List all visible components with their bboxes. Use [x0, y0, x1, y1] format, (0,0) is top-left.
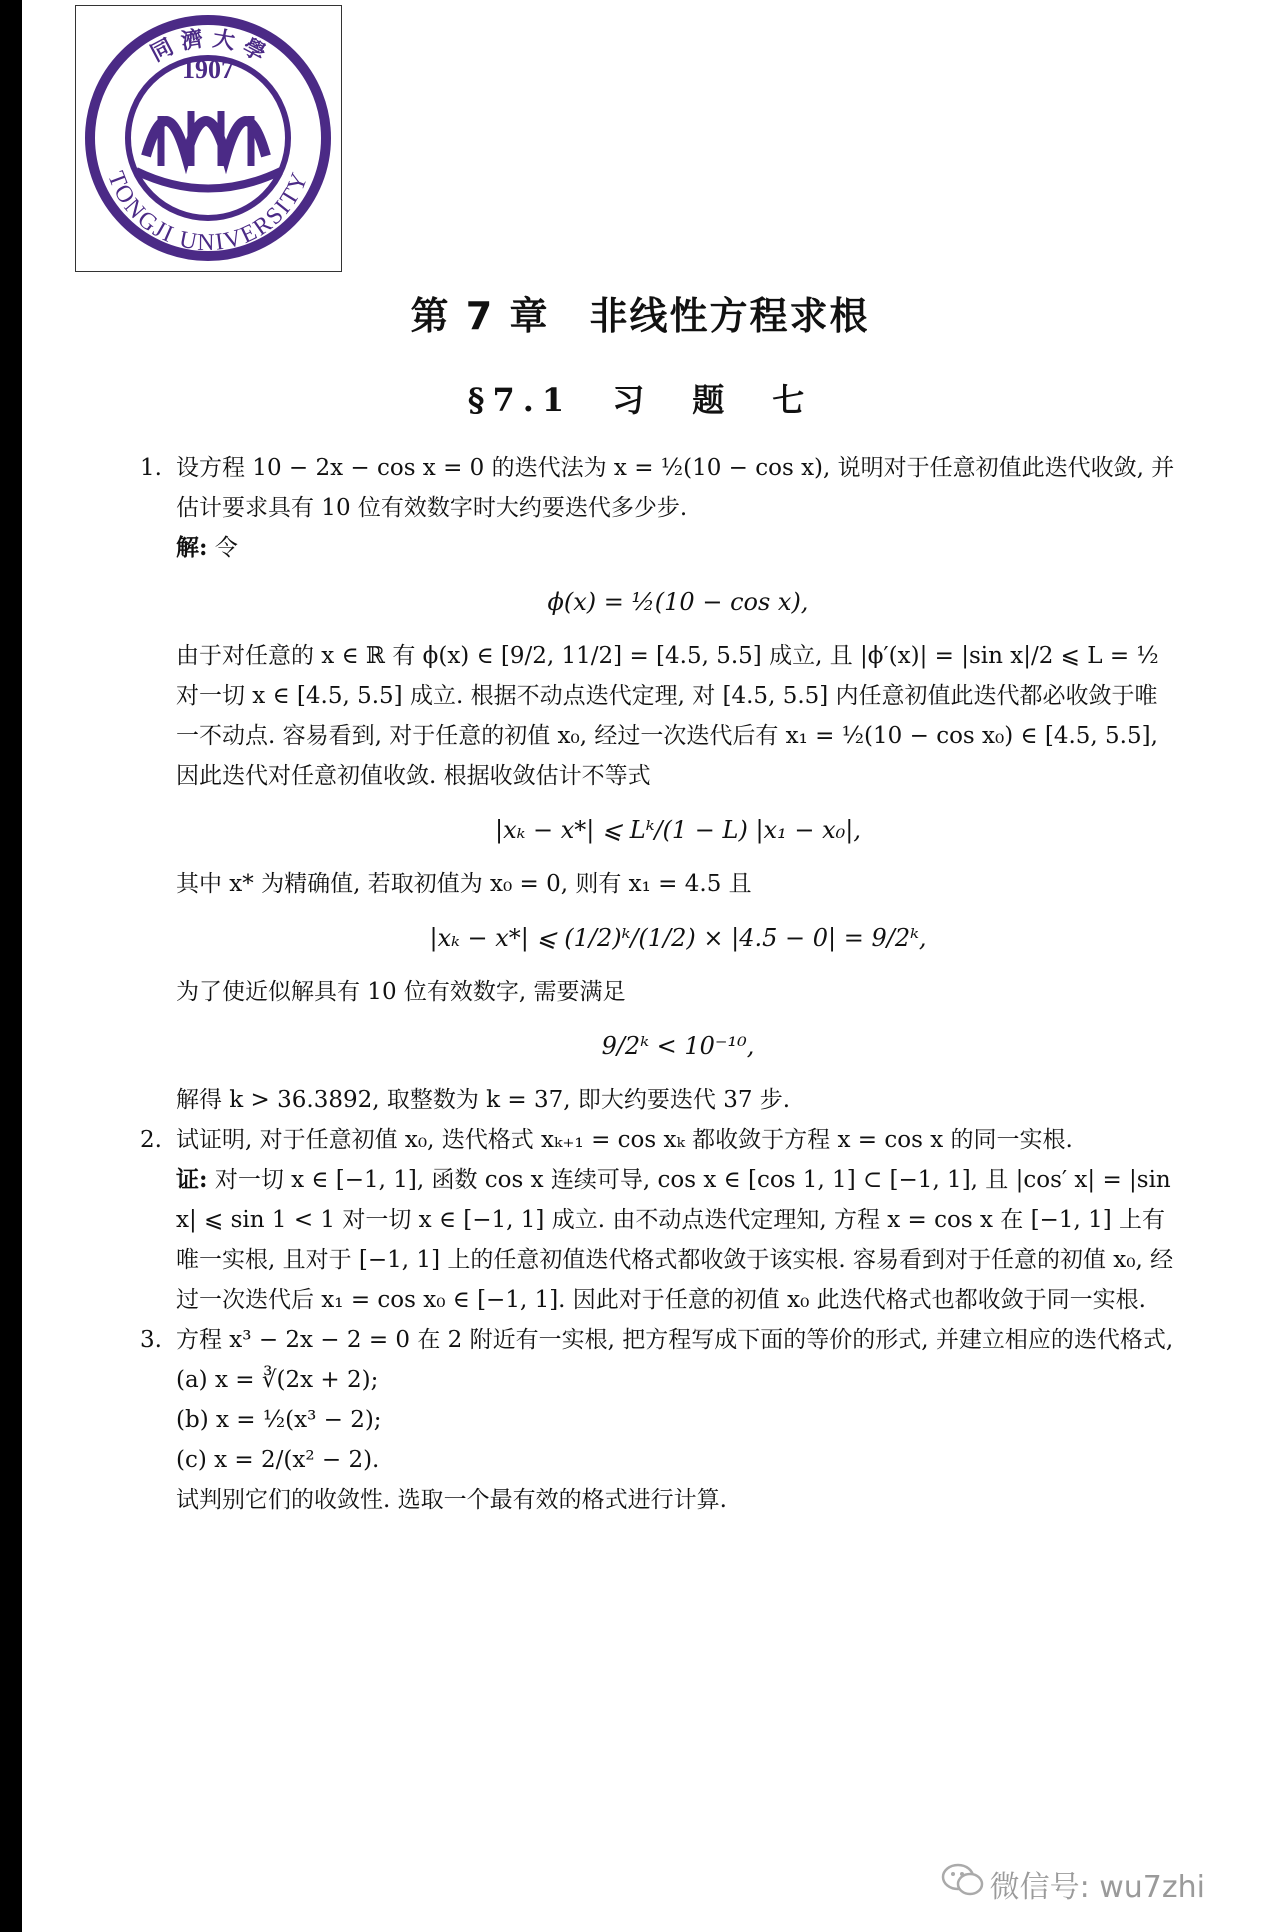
formula-precision-requirement: 9/2ᵏ < 10⁻¹⁰,: [601, 1032, 755, 1060]
option-a: (a) x = ∛(2x + 2);: [176, 1367, 379, 1393]
option-c: (c) x = 2/(x² − 2).: [176, 1447, 380, 1473]
solution-intro-line: [140, 528, 1180, 568]
wechat-watermark: 微信号: wu7zhi: [989, 1870, 1205, 1905]
formula-error-estimate: |xₖ − x*| ⩽ Lᵏ/(1 − L) |x₁ − x₀|,: [495, 816, 861, 844]
problem-3: [140, 1320, 1180, 1360]
problem-statement: 试证明, 对于任意初值 x₀, 迭代格式 xₖ₊₁ = cos xₖ 都收敛于方程 x = cos x 的同一实根.: [176, 1127, 1073, 1153]
logo-seal-icon: [76, 6, 341, 271]
tongji-university-logo: [75, 5, 342, 272]
solution-text-4: 解得 k > 36.3892, 取整数为 k = 37, 即大约要迭代 37 步.: [176, 1087, 791, 1113]
solution-label: 解:: [176, 534, 208, 561]
solution-intro: 令: [214, 535, 238, 561]
solution-text-1: 由于对任意的 x ∈ ℝ 有 ϕ(x) ∈ [9/2, 11/2] = [4.5, 5.5] 成立, 且 |ϕ′(x)| = |sin x|/2 ⩽ L = ½ 对一切 x ∈ [4.5, 5.5] 成立. 根据不动点迭代定理, 对 [4.5, 5.5] 内任意初值此迭代都必收敛于唯一不动点. 容易看到, 对于任意的初值 x₀, 经过一次迭代后有 x₁ = ½(10 − cos x₀) ∈ [4.5, 5.5], 因此迭代对任意初值收敛. 根据收敛估计不等式: [176, 643, 1159, 789]
problem-1: [140, 448, 1180, 528]
problem-statement: 方程 x³ − 2x − 2 = 0 在 2 附近有一实根, 把方程写成下面的等价的形式, 并建立相应的迭代格式,: [176, 1327, 1174, 1353]
exercise-content: [140, 448, 1180, 1520]
problem-3-closing: 试判别它们的收敛性. 选取一个最有效的格式进行计算.: [176, 1487, 727, 1513]
option-b: (b) x = ½(x³ − 2);: [176, 1407, 382, 1433]
wechat-icon: [941, 1862, 985, 1898]
svg-text:TONGJI UNIVERSITY: TONGJI UNIVERSITY: [102, 167, 314, 257]
problem-number: 2.: [140, 1127, 162, 1153]
proof-paragraph: [140, 1160, 1180, 1320]
proof-text: 对一切 x ∈ [−1, 1], 函数 cos x 连续可导, cos x ∈ [cos 1, 1] ⊂ [−1, 1], 且 |cos′ x| = |sin x| ⩽ sin 1 < 1 对一切 x ∈ [−1, 1] 成立. 由不动点迭代定理知, 方程 x = cos x 在 [−1, 1] 上有唯一实根, 且对于 [−1, 1] 上的任意初值迭代格式都收敛于该实根. 容易看到对于任意的初值 x₀, 经过一次迭代后 x₁ = cos x₀ ∈ [−1, 1]. 因此对于任意的初值 x₀ 此迭代格式也都收敛于同一实根.: [176, 1167, 1174, 1313]
problem-2: [140, 1120, 1180, 1160]
formula-error-bound: |xₖ − x*| ⩽ (1/2)ᵏ/(1/2) × |4.5 − 0| = 9/2ᵏ,: [429, 924, 927, 952]
problem-number: 3.: [140, 1327, 162, 1353]
solution-text-2: 其中 x* 为精确值, 若取初值为 x₀ = 0, 则有 x₁ = 4.5 且: [176, 871, 752, 897]
proof-label: 证:: [176, 1166, 208, 1193]
chapter-title: 第 7 章 非线性方程求根: [410, 294, 870, 338]
section-title: §7.1 习 题 七: [467, 381, 813, 419]
problem-number: 1.: [140, 455, 162, 481]
solution-text-3: 为了使近似解具有 10 位有效数字, 需要满足: [176, 979, 626, 1005]
problem-statement: 设方程 10 − 2x − cos x = 0 的迭代法为 x = ½(10 − cos x), 说明对于任意初值此迭代收敛, 并估计要求具有 10 位有效数字时大约要迭代多少步.: [176, 455, 1175, 521]
formula-phi: ϕ(x) = ½(10 − cos x),: [547, 588, 809, 616]
svg-text:同 濟 大 學: 同 濟 大 學: [146, 26, 270, 67]
svg-text:1907: 1907: [182, 55, 234, 84]
